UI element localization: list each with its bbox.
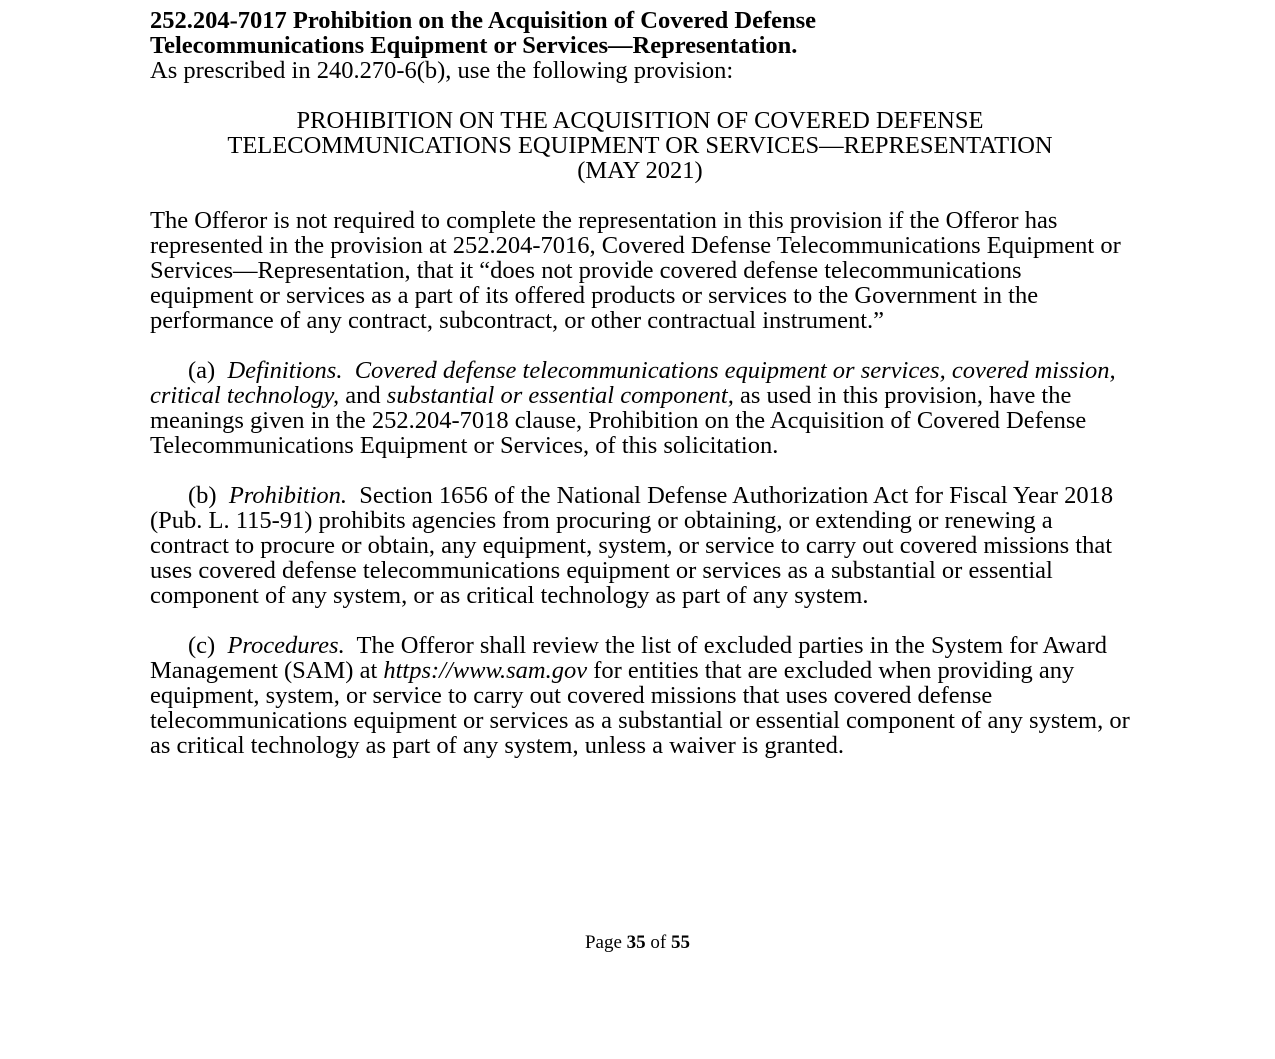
sam-gov-link: https://www.sam.gov	[383, 657, 588, 684]
paragraph-c	[150, 633, 1130, 758]
paragraph-c-text1: The Offeror shall review the list of excluded parties in the System for Award Management (SAM) at	[150, 632, 1107, 684]
prescription-intro: As prescribed in 240.270-6(b), use the following provision:	[150, 57, 734, 84]
provision-title	[150, 108, 1130, 183]
total-page-count: 55	[671, 932, 690, 953]
paragraph-a-and: and	[339, 382, 387, 409]
paragraph-b	[150, 483, 1130, 608]
paragraph-a-term1: Covered defense telecommunications equipment or services, covered mission, critical technology,	[150, 357, 1116, 409]
current-page-number: 35	[626, 932, 646, 953]
paragraph-a-text: as used in this provision, have the meanings given in the 252.204-7018 clause, Prohibition on the Acquisition of Covered Defense Telecommunications Equipment or Services, of this solicitation.	[150, 382, 1087, 459]
paragraph-c-heading: Procedures.	[227, 632, 345, 659]
page-word: Page	[584, 932, 622, 953]
paragraph-b-label: (b)	[188, 482, 217, 509]
document-page	[150, 8, 1130, 783]
page-footer	[0, 931, 1275, 955]
paragraph-b-heading: Prohibition.	[228, 482, 348, 509]
paragraph-a	[150, 358, 1130, 458]
paragraph-c-text2: for entities that are excluded when providing any equipment, system, or service to carry out covered missions that uses covered defense telecommunications equipment or services as a substantial or essential component of any system, or as critical technology as part of any system, unless a waiver is granted.	[150, 657, 1130, 759]
preamble-paragraph: The Offeror is not required to complete the representation in this provision if the Offeror has represented in the provision at 252.204-7016, Covered Defense Telecommunications Equipment or Services—Representation, that it “does not provide covered defense telecommunications equipment or services as a part of its offered products or services to the Government in the performance of any contract, subcontract, or other contractual instrument.”	[150, 207, 1121, 334]
provision-title-date: (MAY 2021)	[577, 157, 703, 184]
provision-title-line1: PROHIBITION ON THE ACQUISITION OF COVERED DEFENSE	[296, 107, 984, 134]
paragraph-b-text: Section 1656 of the National Defense Authorization Act for Fiscal Year 2018 (Pub. L. 115-91) prohibits agencies from procuring or obtaining, or extending or renewing a contract to procure or obtain, any equipment, system, or service to carry out covered missions that uses covered defense telecommunications equipment or services as a substantial or essential component of any system, or as critical technology as part of any system.	[150, 482, 1114, 609]
paragraph-c-label: (c)	[188, 632, 216, 659]
paragraph-a-heading: Definitions.	[227, 357, 343, 384]
paragraph-a-label: (a)	[188, 357, 216, 384]
of-word: of	[650, 932, 667, 953]
section-heading-line2: Telecommunications Equipment or Services—Representation.	[150, 32, 798, 59]
paragraph-a-term2: substantial or essential component,	[386, 382, 734, 409]
section-heading	[150, 8, 1130, 58]
section-heading-line1: 252.204-7017 Prohibition on the Acquisition of Covered Defense	[150, 7, 817, 34]
provision-title-line2: TELECOMMUNICATIONS EQUIPMENT OR SERVICES—REPRESENTATION	[227, 132, 1053, 159]
